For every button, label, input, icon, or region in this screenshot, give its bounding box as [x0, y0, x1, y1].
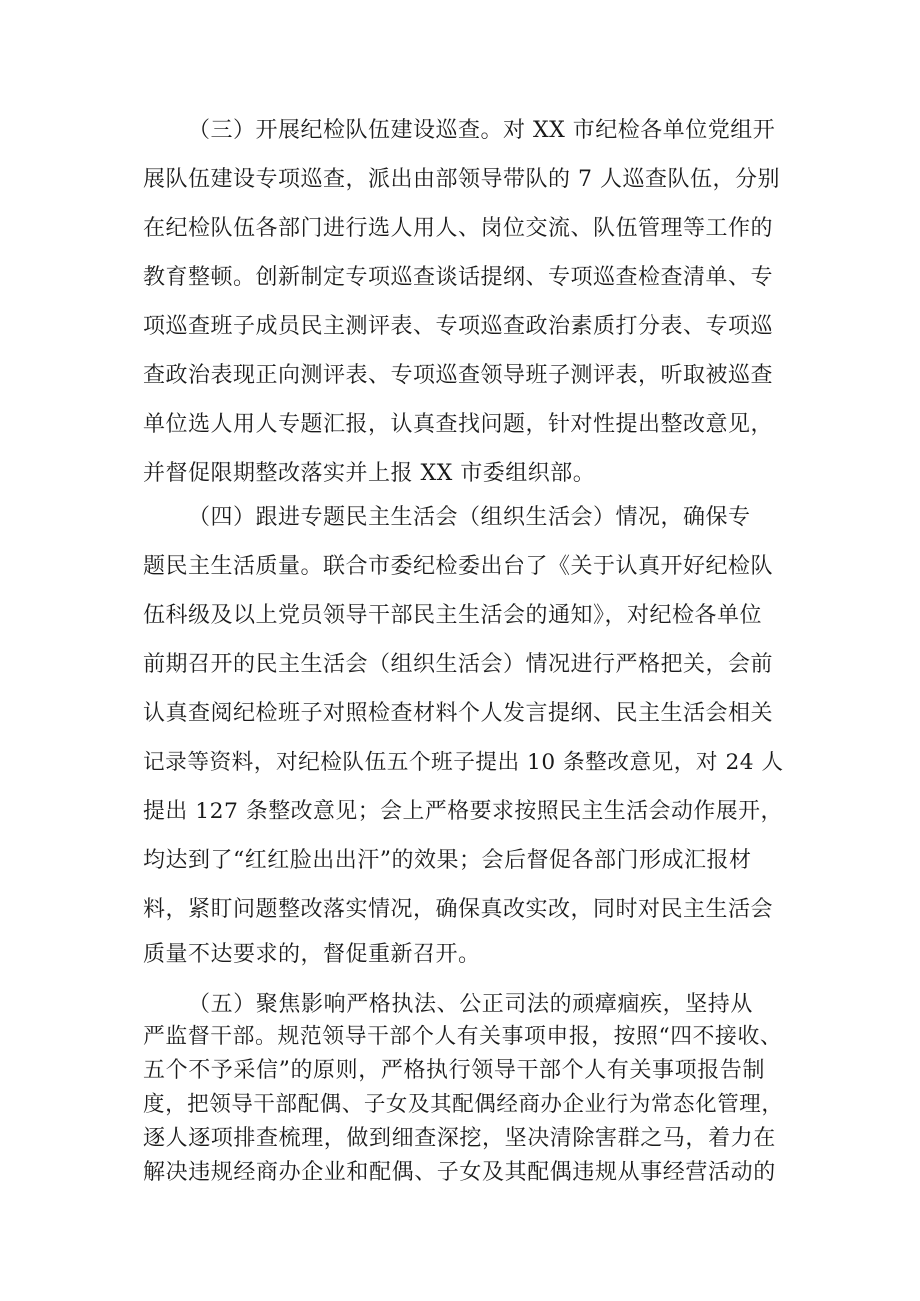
- paragraph-line: （四）跟进专题民主生活会（组织生活会）情况，确保专: [188, 505, 751, 530]
- paragraph-line: 质量不达要求的，督促重新召开。: [143, 942, 481, 967]
- paragraph-line: 逐人逐项排查梳理，做到细查深挖，坚决清除害群之马，着力在: [143, 1126, 776, 1151]
- paragraph-line: 均达到了“红红脸出出汗”的效果；会后督促各部门形成汇报材: [143, 848, 752, 873]
- paragraph-line: 查政治表现正向测评表、专项巡查领导班子测评表，听取被巡查: [143, 363, 774, 388]
- paragraph-line: 展队伍建设专项巡查，派出由部领导带队的 7 人巡查队伍，分别: [143, 167, 780, 192]
- paragraph-line: 题民主生活质量。联合市委纪检委出台了《关于认真开好纪检队: [143, 554, 774, 579]
- paragraph-line: （三）开展纪检队伍建设巡查。对 XX 市纪检各单位党组开: [188, 118, 776, 143]
- paragraph-line: 单位选人用人专题汇报，认真查找问题，针对性提出整改意见，: [143, 412, 774, 437]
- paragraph-line: 在纪检队伍各部门进行选人用人、岗位交流、队伍管理等工作的: [143, 216, 774, 241]
- paragraph-line: 严监督干部。规范领导干部个人有关事项申报，按照“四不接收、: [143, 1024, 783, 1049]
- paragraph-line: 料，紧盯问题整改落实情况，确保真改实改，同时对民主生活会: [143, 897, 774, 922]
- paragraph-line: 并督促限期整改落实并上报 XX 市委组织部。: [143, 461, 596, 486]
- paragraph-line: 五个不予采信”的原则，严格执行领导干部个人有关事项报告制: [143, 1058, 766, 1083]
- paragraph-line: 教育整顿。创新制定专项巡查谈话提纲、专项巡查检查清单、专: [143, 265, 774, 290]
- paragraph-line: 认真查阅纪检班子对照检查材料个人发言提纲、民主生活会相关: [143, 701, 774, 726]
- paragraph-line: 前期召开的民主生活会（组织生活会）情况进行严格把关，会前: [143, 652, 774, 677]
- paragraph-line: 提出 127 条整改意见；会上严格要求按照民主生活会动作展开，: [143, 799, 783, 824]
- paragraph-line: 伍科级及以上党员领导干部民主生活会的通知》，对纪检各单位: [143, 603, 763, 628]
- paragraph-line: 记录等资料，对纪检队伍五个班子提出 10 条整改意见，对 24 人: [143, 750, 784, 775]
- paragraph-line: 解决违规经商办企业和配偶、子女及其配偶违规从事经营活动的: [143, 1160, 776, 1185]
- paragraph-line: 项巡查班子成员民主测评表、专项巡查政治素质打分表、专项巡: [143, 314, 774, 339]
- paragraph-line: 度，把领导干部配偶、子女及其配偶经商办企业行为常态化管理，: [143, 1092, 784, 1117]
- paragraph-line: （五）聚焦影响严格执法、公正司法的顽瘴痼疾，坚持从: [188, 992, 754, 1017]
